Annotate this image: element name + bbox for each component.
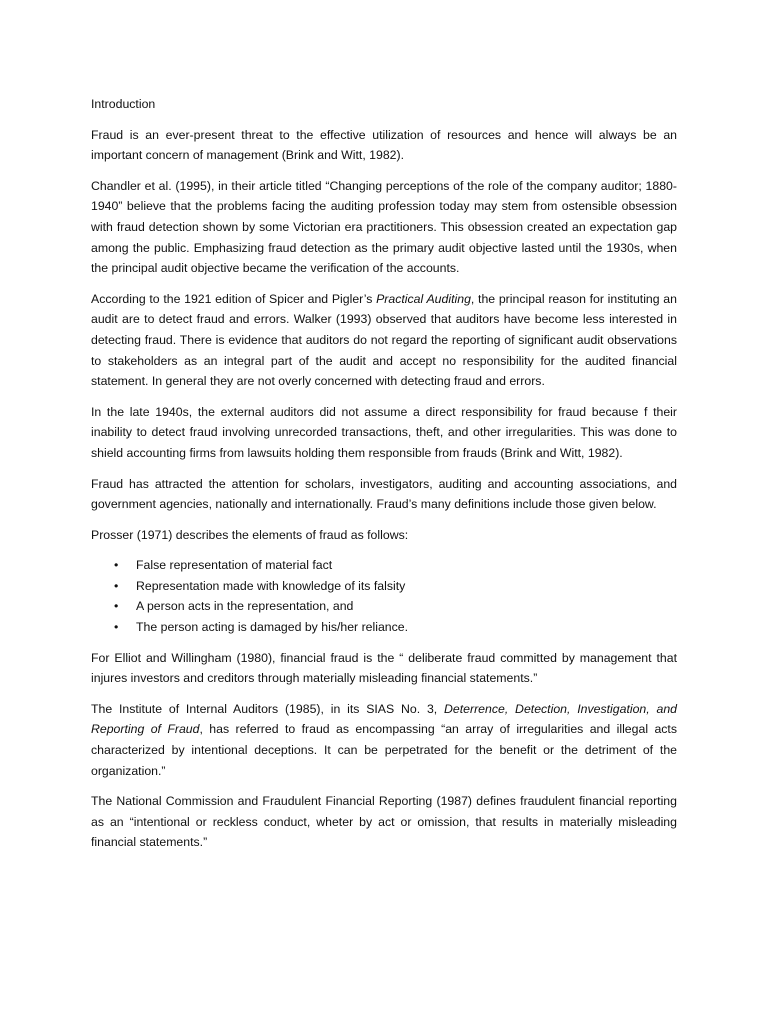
paragraph: [91, 791, 677, 853]
paragraph: [91, 289, 677, 392]
paragraph: [91, 474, 677, 515]
paragraphs-before-list: [91, 125, 677, 546]
text-segment: , has referred to fraud as encompassing “an array of irregularities and illegal acts characterized by intentional deceptions. It can be perpetrated for the benefit or the detriment of the organization.”: [91, 722, 677, 778]
text-segment: , the principal reason for instituting an audit are to detect fraud and errors. Walker (1993) observed that auditors have become less interested in detecting fraud. There is evidence that auditors do not regard the reporting of significant audit observations to stakeholders as an integral part of the audit and accept no responsibility for the audited financial statement. In general they are not overly concerned with detecting fraud and errors.: [91, 291, 677, 389]
bullet-icon: •: [114, 599, 119, 614]
paragraph: [91, 402, 677, 464]
list-item-text: Representation made with knowledge of its falsity: [136, 578, 406, 593]
paragraph: [91, 525, 677, 546]
section-heading: Introduction: [91, 97, 156, 111]
paragraph: [91, 125, 677, 166]
text-segment: The National Commission and Fraudulent Financial Reporting (1987) defines fraudulent financial reporting as an “intentional or reckless conduct, wheter by act or omission, that results in materially misleading financial statements.”: [91, 794, 677, 850]
list-item-text: A person acts in the representation, and: [136, 599, 354, 614]
list-item: [91, 576, 677, 597]
text-segment: The Institute of Internal Auditors (1985), in its SIAS No. 3,: [91, 701, 445, 716]
text-segment: In the late 1940s, the external auditors did not assume a direct responsibility for fraud because f their inability to detect fraud involving unrecorded transactions, theft, and other irregularities. This was done to shield accounting firms from lawsuits holding them responsible from frauds (Brink and Witt, 1982).: [91, 404, 677, 460]
text-segment: Prosser (1971) describes the elements of fraud as follows:: [91, 527, 409, 542]
text-segment: Fraud has attracted the attention for scholars, investigators, auditing and accounting associations, and government agencies, nationally and internationally. Fraud’s many definitions include those given below.: [91, 476, 677, 512]
bullet-icon: •: [114, 558, 119, 573]
text-segment: For Elliot and Willingham (1980), financial fraud is the “ deliberate fraud committed by management that injures investors and creditors through materially misleading financial statements.”: [91, 650, 677, 686]
publication-title: Deterrence, Detection, Investigation, and Reporting of Fraud: [91, 701, 678, 737]
paragraph: [91, 176, 677, 279]
text-segment: Chandler et al. (1995), in their article titled “Changing perceptions of the role of the company auditor; 1880-1940” believe that the problems facing the auditing profession today may stem from ostensible obsession with fraud detection shown by some Victorian era practitioners. This obsession created an expectation gap among the public. Emphasizing fraud detection as the primary audit objective lasted until the 1930s, when the principal audit objective became the verification of the accounts.: [91, 178, 677, 276]
fraud-elements-list: [91, 555, 677, 637]
bullet-icon: •: [114, 578, 119, 593]
list-item: [91, 596, 677, 617]
text-segment: Fraud is an ever-present threat to the effective utilization of resources and hence will always be an important concern of management (Brink and Witt, 1982).: [91, 127, 677, 163]
list-item: [91, 555, 677, 576]
text-segment: According to the 1921 edition of Spicer and Pigler’s: [91, 291, 377, 306]
bullet-icon: •: [114, 620, 119, 635]
book-title: Practical Auditing: [376, 291, 471, 306]
paragraph: [91, 699, 677, 781]
list-item: [91, 617, 677, 638]
list-item-text: False representation of material fact: [136, 558, 333, 573]
paragraph: [91, 648, 677, 689]
list-item-text: The person acting is damaged by his/her reliance.: [136, 620, 409, 635]
document-page: [91, 94, 677, 863]
paragraphs-after-list: [91, 648, 677, 853]
